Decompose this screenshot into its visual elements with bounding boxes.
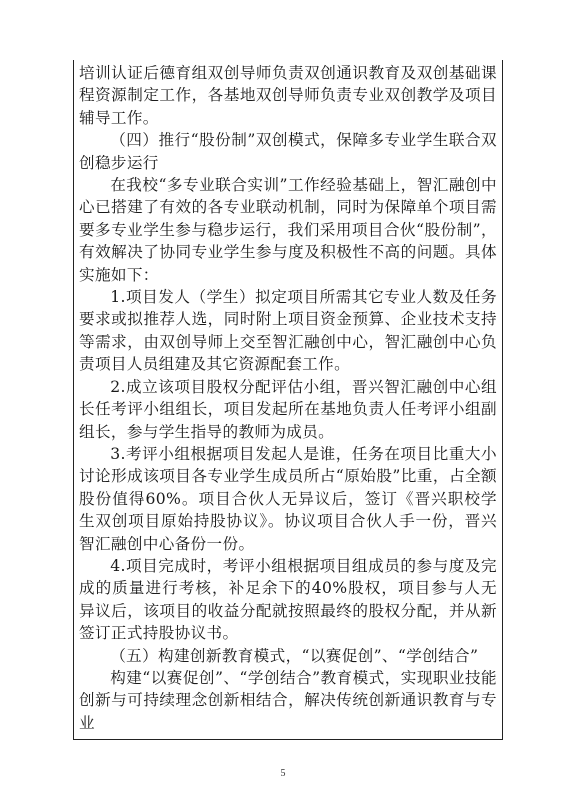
document-body <box>79 62 497 734</box>
section-heading-5: （五）构建创新教育模式，“以赛促创”、“学创结合” <box>110 646 479 665</box>
paragraph-section-5: 构建“以赛促创”、“学创结合”教育模式，实现职业技能创新与可持续理念创新相结合，解决传统创新通识教育与专业 <box>79 668 497 732</box>
list-item-3: 3.考评小组根据项目发起人是谁，任务在项目比重大小讨论形成该项目各专业学生成员所占“原始股”比重，占全额股份值得60%。项目合伙人无异议后，签订《晋兴职校学生双创项目原始持股协议》。协议项目合伙人手一份，晋兴智汇融创中心备份一份。 <box>79 444 497 553</box>
list-item-4: 4.项目完成时，考评小组根据项目组成员的参与度及完成的质量进行考核，补足余下的40%股权，项目参与人无异议后，该项目的收益分配就按照最终的股权分配，并从新签订正式持股协议书。 <box>79 556 497 643</box>
section-heading-4: （四）推行“股份制”双创模式，保障多专业学生联合双创稳步运行 <box>79 131 497 172</box>
page-number: 5 <box>280 768 286 779</box>
list-item-2: 2.成立该项目股权分配评估小组，晋兴智汇融创中心组长任考评小组组长，项目发起所在基地负责人任考评小组副组长，参与学生指导的教师为成员。 <box>79 377 497 441</box>
paragraph-continuation: 培训认证后德育组双创导师负责双创通识教育及双创基础课程资源制定工作，各基地双创导师负责专业双创教学及项目辅导工作。 <box>79 64 497 127</box>
list-item-1: 1.项目发人（学生）拟定项目所需其它专业人数及任务要求或拟推荐人选，同时附上项目资金预算、企业技术支持等需求，由双创导师上交至智汇融创中心，智汇融创中心负责项目人员组建及其它资源配套工作。 <box>79 288 497 374</box>
paragraph-intro: 在我校“多专业联合实训”工作经验基础上，智汇融创中心已搭建了有效的各专业联动机制，同时为保障单个项目需要多专业学生参与稳步运行，我们采用项目合伙“股份制”，有效解决了协同专业学生参与度及积极性不高的问题。具体实施如下： <box>79 176 497 284</box>
